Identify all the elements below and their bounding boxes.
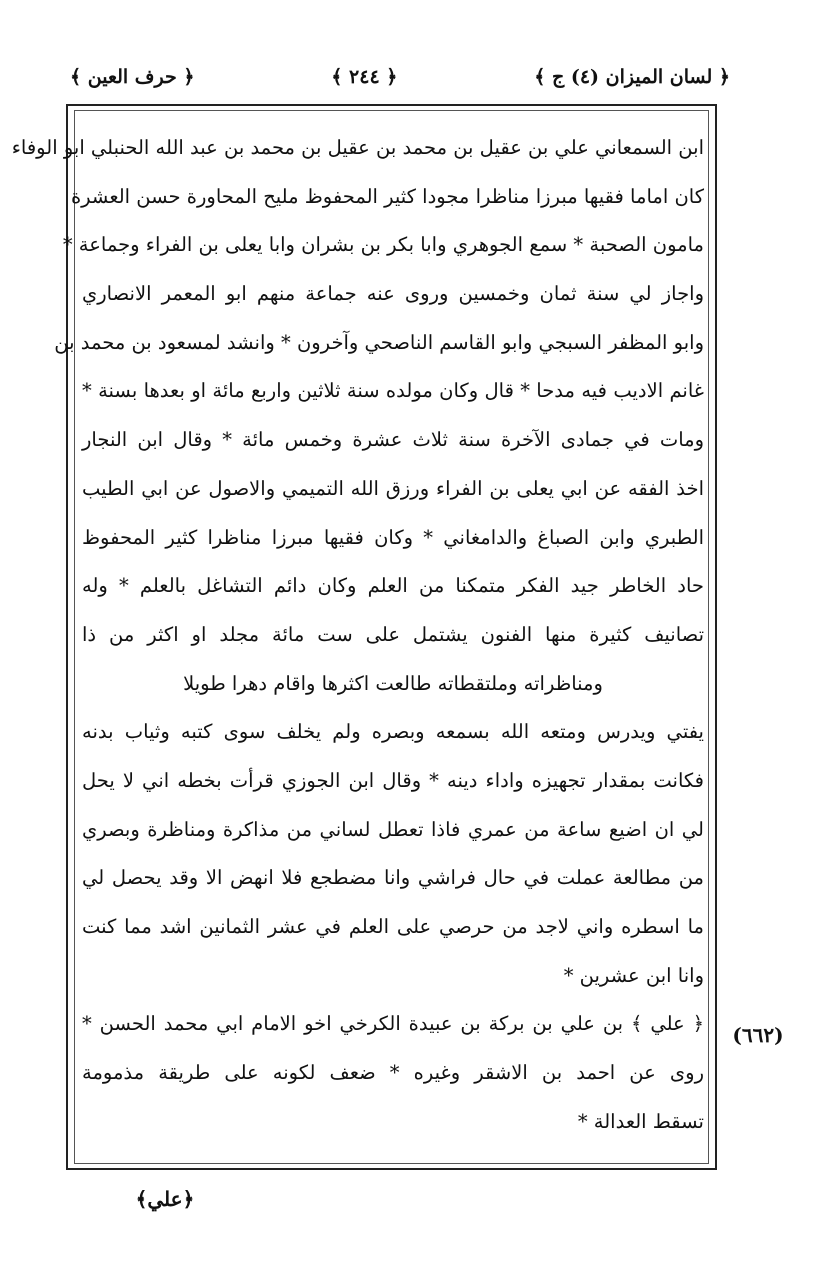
catchword: ﴿علي﴾ (135, 1187, 195, 1211)
text-line: ومناظراته وملتقطاته طالعت اكثرها واقام دهرا طويلا (183, 671, 603, 695)
text-line: ما اسطره واني لاجد من حرصي على العلم في عشر الثمانين اشد مما كنت (82, 915, 704, 938)
text-line: يفتي ويدرس ومتعه الله بسمعه وبصره ولم يخلف سوى كتبه وثياب بدنه (82, 720, 704, 744)
text-line: لي ان اضيع ساعة من عمري فاذا تعطل لساني من مذاكرة ومناظرة وبصري (82, 817, 704, 841)
text-line: ابن السمعاني علي بن عقيل بن محمد بن عقيل بن محمد بن عبد الله الحنبلي ابو الوفاء (11, 136, 704, 159)
page-number: ﴿ ٢٤٤ ﴾ (331, 66, 398, 88)
text-line: مامون الصحبة * سمع الجوهري وابا بكر بن بشران وابا يعلى بن الفراء وجماعة * (62, 233, 704, 257)
text-line: كان اماما فقيها مبرزا مناظرا مجودا كثير المحفوظ مليح المحاورة حسن العشرة (70, 184, 704, 208)
entry-number: (٦٦٢) (732, 1023, 784, 1047)
entry-heading-line: ﴿ علي ﴾ بن علي بن بركة بن عبيدة الكرخي اخو الامام ابي محمد الحسن * (82, 1012, 704, 1036)
text-line: تسقط العدالة * (577, 1109, 704, 1133)
section-title: ﴿ حرف العين ﴾ (70, 66, 195, 88)
page-body-text (11, 124, 704, 1146)
page-header (70, 62, 730, 92)
text-line: ومات في جمادى الآخرة سنة ثلاث عشرة وخمس مائة * وقال ابن النجار (82, 428, 704, 452)
text-line: روى عن احمد بن الاشقر وغيره * ضعف لكونه على طريقة مذمومة (82, 1061, 704, 1085)
text-line: وانا ابن عشرين * (563, 963, 704, 987)
text-line: اخذ الفقه عن ابي يعلى بن الفراء ورزق الله التميمي والاصول عن ابي الطيب (82, 476, 704, 500)
text-line: من مطالعة عملت في حال فراشي وانا مضطجع فلا انهض الا وقد يحصل لي (82, 866, 704, 890)
text-line: فكانت بمقدار تجهيزه واداء دينه * وقال ابن الجوزي قرأت بخطه اني لا يحل (82, 768, 704, 792)
text-line: تصانيف كثيرة منها الفنون يشتمل على ست مائة مجلد او اكثر من ذا (82, 622, 704, 646)
text-line: واجاز لي سنة ثمان وخمسين وروى عنه جماعة منهم ابو المعمر الانصاري (82, 282, 704, 306)
text-line: وابو المظفر السبجي وابو القاسم الناصحي وآخرون * وانشد لمسعود بن محمد بن (54, 330, 704, 354)
book-title: ﴿ لسان الميزان (٤) ج ﴾ (534, 66, 730, 88)
text-line: غانم الاديب فيه مدحا * قال وكان مولده سنة ثلاثين واربع مائة او بعدها بسنة * (82, 379, 704, 403)
text-line: الطبري وابن الصباغ والدامغاني * وكان فقيها مبرزا مناظرا كثير المحفوظ (82, 525, 704, 549)
text-line: حاد الخاطر جيد الفكر متمكنا من العلم وكان دائم التشاغل بالعلم * وله (82, 574, 704, 598)
